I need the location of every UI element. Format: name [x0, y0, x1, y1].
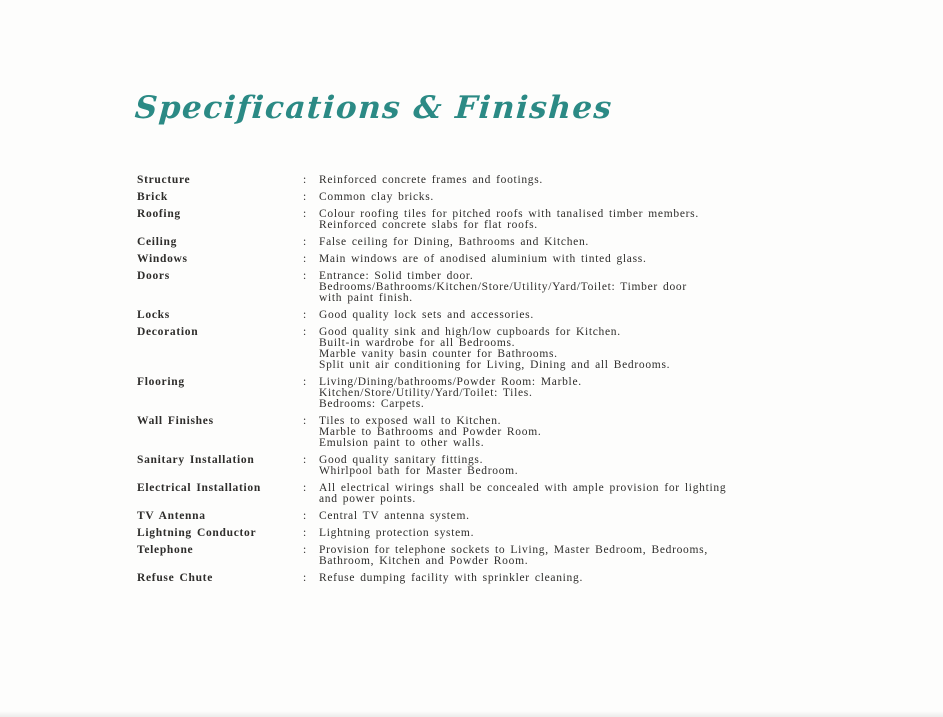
scan-bottom-edge	[0, 711, 943, 717]
colon-separator: :	[303, 253, 307, 265]
colon-separator: :	[303, 376, 307, 388]
spec-label: Lightning Conductor	[137, 527, 257, 539]
colon-separator: :	[303, 544, 307, 556]
spec-description-line: and power points.	[319, 493, 416, 505]
spec-description	[319, 377, 837, 410]
spec-description-line: Bedrooms/Bathrooms/Kitchen/Store/Utility/Yard/Toilet: Timber door	[319, 281, 687, 293]
spec-label: Structure	[137, 174, 191, 186]
spec-row	[137, 483, 837, 505]
spec-description-line: Kitchen/Store/Utility/Yard/Toilet: Tiles.	[319, 387, 533, 399]
spec-description	[319, 175, 837, 186]
spec-description-line: Emulsion paint to other walls.	[319, 437, 485, 449]
colon-separator: :	[303, 572, 307, 584]
colon-separator: :	[303, 208, 307, 220]
spec-description	[319, 545, 837, 567]
spec-description-line: Split unit air conditioning for Living, Dining and all Bedrooms.	[319, 359, 671, 371]
colon-separator: :	[303, 174, 307, 186]
spec-description-line: All electrical wirings shall be concealed with ample provision for lighting	[319, 482, 727, 494]
spec-label: Doors	[137, 270, 170, 282]
colon-separator: :	[303, 270, 307, 282]
spec-description-line: Good quality lock sets and accessories.	[319, 309, 534, 321]
spec-description-line: Provision for telephone sockets to Living, Master Bedroom, Bedrooms,	[319, 544, 708, 556]
spec-label: Telephone	[137, 544, 194, 556]
spec-label: Sanitary Installation	[137, 454, 255, 466]
spec-label: Decoration	[137, 326, 199, 338]
colon-separator: :	[303, 510, 307, 522]
spec-row	[137, 254, 837, 265]
spec-description-line: Marble vanity basin counter for Bathrooms.	[319, 348, 558, 360]
spec-label: Ceiling	[137, 236, 178, 248]
spec-description-line: Built-in wardrobe for all Bedrooms.	[319, 337, 516, 349]
spec-row	[137, 511, 837, 522]
spec-row	[137, 545, 837, 567]
spec-description-line: Good quality sink and high/low cupboards for Kitchen.	[319, 326, 621, 338]
colon-separator: :	[303, 527, 307, 539]
spec-description-line: Reinforced concrete frames and footings.	[319, 174, 543, 186]
spec-description-line: Lightning protection system.	[319, 527, 475, 539]
spec-description	[319, 483, 837, 505]
spec-description-line: Good quality sanitary fittings.	[319, 454, 484, 466]
spec-row	[137, 271, 837, 304]
spec-description	[319, 192, 837, 203]
spec-label: Brick	[137, 191, 168, 203]
colon-separator: :	[303, 326, 307, 338]
spec-row	[137, 327, 837, 371]
spec-description-line: Bedrooms: Carpets.	[319, 398, 425, 410]
spec-description-line: Marble to Bathrooms and Powder Room.	[319, 426, 542, 438]
spec-description	[319, 455, 837, 477]
spec-table	[137, 175, 837, 590]
spec-description-line: Whirlpool bath for Master Bedroom.	[319, 465, 519, 477]
spec-description-line: with paint finish.	[319, 292, 413, 304]
spec-row	[137, 573, 837, 584]
colon-separator: :	[303, 482, 307, 494]
colon-separator: :	[303, 191, 307, 203]
spec-description-line: Main windows are of anodised aluminium with tinted glass.	[319, 253, 647, 265]
spec-row	[137, 416, 837, 449]
spec-label: Electrical Installation	[137, 482, 261, 494]
spec-label: TV Antenna	[137, 510, 206, 522]
spec-row	[137, 377, 837, 410]
spec-description-line: Refuse dumping facility with sprinkler cleaning.	[319, 572, 584, 584]
spec-description	[319, 528, 837, 539]
page-title: Specifications & Finishes	[133, 90, 614, 126]
spec-row	[137, 310, 837, 321]
spec-label: Roofing	[137, 208, 181, 220]
spec-description-line: Tiles to exposed wall to Kitchen.	[319, 415, 502, 427]
spec-row	[137, 455, 837, 477]
spec-description	[319, 573, 837, 584]
spec-label: Flooring	[137, 376, 185, 388]
spec-description	[319, 237, 837, 248]
spec-description	[319, 327, 837, 371]
spec-row	[137, 237, 837, 248]
spec-description	[319, 271, 837, 304]
spec-row	[137, 192, 837, 203]
colon-separator: :	[303, 454, 307, 466]
spec-description	[319, 416, 837, 449]
spec-description-line: Living/Dining/bathrooms/Powder Room: Marble.	[319, 376, 582, 388]
spec-description	[319, 511, 837, 522]
spec-label: Refuse Chute	[137, 572, 214, 584]
spec-description-line: Bathroom, Kitchen and Powder Room.	[319, 555, 529, 567]
spec-label: Locks	[137, 309, 170, 321]
colon-separator: :	[303, 309, 307, 321]
spec-row	[137, 209, 837, 231]
spec-description-line: Central TV antenna system.	[319, 510, 470, 522]
spec-row	[137, 175, 837, 186]
colon-separator: :	[303, 415, 307, 427]
spec-description-line: Colour roofing tiles for pitched roofs with tanalised timber members.	[319, 208, 699, 220]
spec-description	[319, 209, 837, 231]
spec-description-line: False ceiling for Dining, Bathrooms and Kitchen.	[319, 236, 589, 248]
spec-description	[319, 310, 837, 321]
spec-description	[319, 254, 837, 265]
spec-description-line: Entrance: Solid timber door.	[319, 270, 474, 282]
spec-description-line: Common clay bricks.	[319, 191, 434, 203]
colon-separator: :	[303, 236, 307, 248]
spec-description-line: Reinforced concrete slabs for flat roofs.	[319, 219, 538, 231]
spec-label: Wall Finishes	[137, 415, 214, 427]
spec-label: Windows	[137, 253, 188, 265]
spec-row	[137, 528, 837, 539]
